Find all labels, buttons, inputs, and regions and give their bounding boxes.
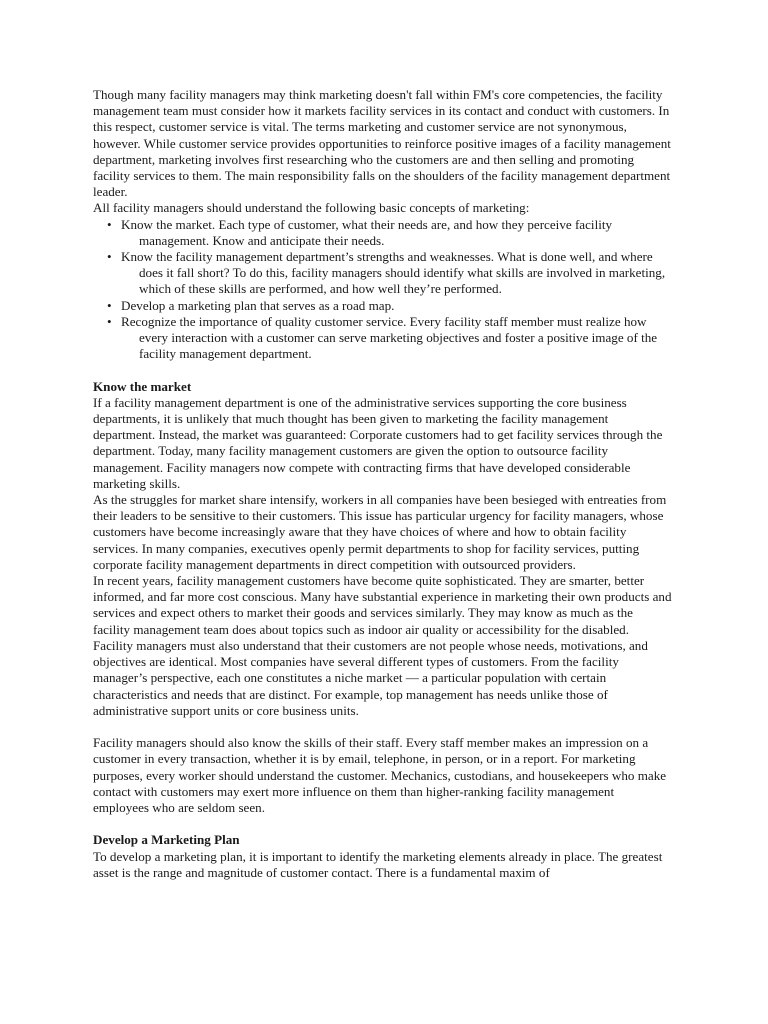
body-paragraph: As the struggles for market share intensify, workers in all companies have been besieged with entreaties from their leaders to be sensitive to their customers. This issue has particular urgency for facility managers, whose customers have become increasingly aware that they have choices of where and how to obtain facility services. In many companies, executives openly permit departments to shop for facility services, putting corporate facility management departments in direct competition with outsourced providers. — [93, 492, 667, 572]
bullet-icon: • — [107, 313, 112, 329]
list-item — [93, 217, 673, 249]
body-paragraph: If a facility management department is one of the administrative services supporting the core business departments, it is unlikely that much thought has been given to marketing the facility management department. Instead, the market was guaranteed: Corporate customers had to get facility services through the department. Today, many facility management customers are given the option to outsource facility management. Facility managers now compete with contracting firms that have developed considerable marketing skills. — [93, 394, 663, 491]
concepts-intro-paragraph: All facility managers should understand the following basic concepts of marketing: — [93, 200, 530, 216]
spacer — [93, 816, 673, 832]
intro-paragraph: Though many facility managers may think marketing doesn't fall within FM's core competencies, the facility management team must consider how it markets facility services in its contact and conduct with customers. In this respect, customer service is vital. The terms marketing and customer service are not synonymous, however. While customer service provides opportunities to reinforce positive images of a facility management department, marketing involves first researching who the customers are and then selling and promoting facility services to them. The main responsibility falls on the shoulders of the facility management department leader. — [93, 87, 671, 200]
list-item-text: Develop a marketing plan that serves as a road map. — [121, 297, 395, 313]
list-item — [93, 314, 673, 363]
bullet-icon: • — [107, 216, 112, 232]
bullet-icon: • — [107, 297, 112, 313]
document-page — [93, 87, 673, 881]
spacer — [93, 719, 673, 735]
section-heading-know-the-market: Know the market — [93, 378, 192, 394]
marketing-concepts-list — [93, 217, 673, 363]
list-item-text: Know the facility management department’s strengths and weaknesses. What is done well, and where does it fall short? To do this, facility managers should identify what skills are involved in marketing, which of these skills are performed, and how well they’re performed. — [121, 249, 666, 297]
section-heading-marketing-plan: Develop a Marketing Plan — [93, 832, 240, 848]
body-paragraph: Facility managers must also understand that their customers are not people whose needs, motivations, and objectives are identical. Most companies have several different types of customers. From the facility manager’s perspective, each one constitutes a niche market — a particular population with certain characteristics and needs that are distinct. For example, top management has needs unlike those of administrative support units or core business units. — [93, 637, 648, 718]
list-item — [93, 298, 673, 314]
list-item-text: Know the market. Each type of customer, what their needs are, and how they perceive facility management. Know and anticipate their needs. — [121, 216, 613, 248]
body-paragraph: In recent years, facility management customers have become quite sophisticated. They are smarter, better informed, and far more cost conscious. Many have substantial experience in marketing their own products and services and expect others to market their goods and services similarly. They may know as much as the facility management team does about topics such as indoor air quality or accessibility for the disabled. — [93, 573, 672, 637]
list-item — [93, 249, 673, 298]
bullet-icon: • — [107, 249, 112, 265]
body-paragraph: To develop a marketing plan, it is important to identify the marketing elements already in place. The greatest asset is the range and magnitude of customer contact. There is a fundamental maxim of — [93, 848, 663, 880]
spacer — [93, 362, 673, 378]
staff-skills-paragraph: Facility managers should also know the skills of their staff. Every staff member makes an impression on a customer in every transaction, whether it is by email, telephone, in person, or in a report. For marketing purposes, every worker should understand the customer. Mechanics, custodians, and housekeepers who make contact with customers may exert more influence on them than higher-ranking facility management employees who are seldom seen. — [93, 735, 667, 815]
list-item-text: Recognize the importance of quality customer service. Every facility staff member must realize how every interaction with a customer can serve marketing objectives and foster a positive image of the facility management department. — [121, 313, 658, 362]
